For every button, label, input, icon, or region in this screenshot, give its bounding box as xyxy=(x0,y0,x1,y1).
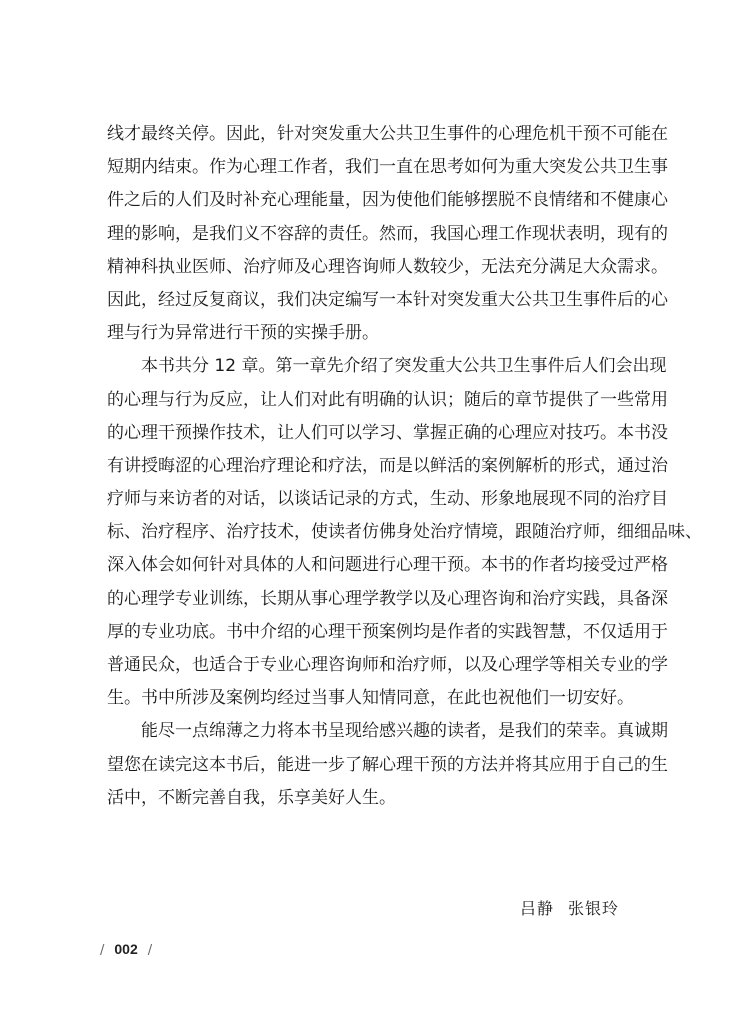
text-line: 的心理干预操作技术，让人们可以学习、掌握正确的心理应对技巧。本书没 xyxy=(107,422,668,443)
text-line: 活中，不断完善自我，乐享美好人生。 xyxy=(107,787,396,808)
preface-body xyxy=(107,118,702,815)
text-line: 深入体会如何针对具体的人和问题进行心理干预。本书的作者均接受过严格 xyxy=(107,555,668,576)
text-line: 的心理与行为反应，让人们对此有明确的认识；随后的章节提供了一些常用 xyxy=(107,389,668,410)
text-line: 件之后的人们及时补充心理能量，因为使他们能够摆脱不良情绪和不健康心 xyxy=(107,190,668,211)
text-line: 线才最终关停。因此，针对突发重大公共卫生事件的心理危机干预不可能在 xyxy=(107,124,668,144)
author-name: 张银玲 xyxy=(568,899,620,918)
text-line: 厚的专业功底。书中介绍的心理干预案例均是作者的实践智慧，不仅适用于 xyxy=(107,621,668,642)
text-line: 的心理学专业训练，长期从事心理学教学以及心理咨询和治疗实践，具备深 xyxy=(107,588,668,609)
author-name: 吕静 xyxy=(520,899,555,918)
page-number-slash: / xyxy=(100,943,105,958)
text-line: 本书共分 12 章。第一章先介绍了突发重大公共卫生事件后人们会出现 xyxy=(141,356,667,377)
author-signature xyxy=(520,897,635,921)
text-line: 有讲授晦涩的心理治疗理论和疗法，而是以鲜活的案例解析的形式，通过治 xyxy=(107,455,668,476)
text-line: 疗师与来访者的对话，以谈话记录的方式，生动、形象地展现不同的治疗目 xyxy=(107,489,668,510)
text-line: 普通民众，也适合于专业心理咨询师和治疗师，以及心理学等相关专业的学 xyxy=(107,655,668,675)
page-number xyxy=(100,939,152,961)
text-line: 理与行为异常进行干预的实操手册。 xyxy=(107,323,379,344)
text-line: 生。书中所涉及案例均经过当事人知情同意，在此也祝他们一切安好。 xyxy=(107,688,634,709)
page-number-slash: / xyxy=(147,943,153,958)
text-line: 精神科执业医师、治疗师及心理咨询师人数较少，无法充分满足大众需求。 xyxy=(107,256,668,277)
text-line: 因此，经过反复商议，我们决定编写一本针对突发重大公共卫生事件后的心 xyxy=(107,289,668,310)
text-line: 望您在读完这本书后，能进一步了解心理干预的方法并将其应用于自己的生 xyxy=(107,754,668,775)
page-number-value: 002 xyxy=(114,941,138,957)
text-line: 能尽一点绵薄之力将本书呈现给感兴趣的读者，是我们的荣幸。真诚期 xyxy=(141,721,668,742)
text-line: 标、治疗程序、治疗技术，使读者仿佛身处治疗情境，跟随治疗师，细细品味、 xyxy=(107,522,702,543)
text-line: 理的影响，是我们义不容辞的责任。然而，我国心理工作现状表明，现有的 xyxy=(107,223,668,244)
text-line: 短期内结束。作为心理工作者，我们一直在思考如何为重大突发公共卫生事 xyxy=(107,157,668,178)
